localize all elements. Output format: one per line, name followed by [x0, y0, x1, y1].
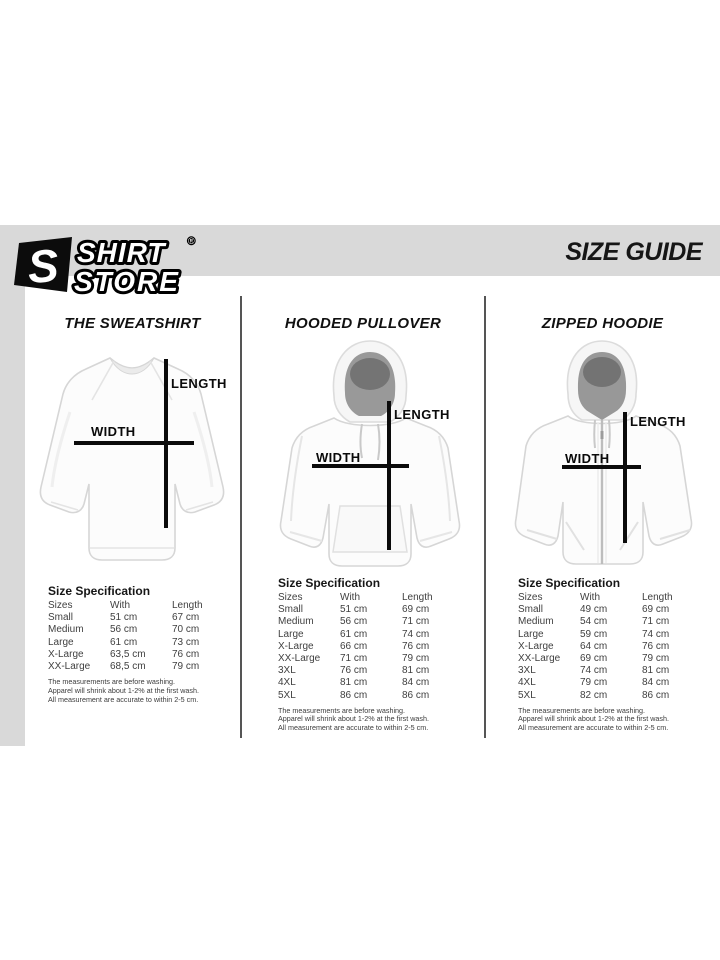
shirt-store-logo-icon	[12, 234, 212, 298]
table-header-row	[278, 592, 473, 604]
table-row	[518, 653, 713, 665]
col-header-width: With	[340, 592, 360, 603]
column-title-zipped-hoodie: ZIPPED HOODIE	[541, 315, 664, 332]
table-row	[48, 612, 243, 624]
cell-size: X-Large	[518, 640, 554, 652]
shirt-store-logo	[12, 234, 212, 298]
cell-length: 71 cm	[642, 616, 670, 628]
cell-width: 54 cm	[580, 616, 608, 628]
cell-length: 76 cm	[172, 648, 200, 660]
table-row	[278, 641, 473, 653]
cell-width: 56 cm	[110, 624, 138, 636]
col-header-sizes: Sizes	[48, 600, 73, 611]
cell-width: 49 cm	[580, 604, 608, 616]
size-spec-table-hooded-pullover	[278, 576, 473, 733]
col-header-length: Length	[642, 592, 673, 603]
cell-size: X-Large	[48, 648, 84, 660]
logo-line1: SHIRT	[77, 237, 166, 268]
registered-mark-icon: ®	[188, 236, 195, 246]
size-spec-table-zipped-hoodie	[518, 576, 713, 733]
width-label: WIDTH	[565, 451, 610, 466]
cell-width: 68,5 cm	[110, 660, 146, 672]
cell-size: Large	[48, 636, 74, 648]
note-line: All measurement are accurate to within 2-5 cm.	[48, 694, 199, 704]
column-divider	[484, 296, 486, 738]
table-row	[48, 661, 243, 673]
table-row	[278, 677, 473, 689]
cell-length: 69 cm	[642, 604, 670, 616]
cell-size: XX-Large	[518, 652, 561, 664]
table-header-row	[518, 592, 713, 604]
cell-length: 79 cm	[172, 660, 200, 672]
cell-size: 4XL	[518, 677, 536, 689]
cell-width: 59 cm	[580, 628, 608, 640]
cell-width: 86 cm	[340, 689, 368, 701]
cell-width: 63,5 cm	[110, 648, 146, 660]
cell-length: 73 cm	[172, 636, 200, 648]
column-title-sweatshirt: THE SWEATSHIRT	[64, 315, 201, 332]
note-line: All measurement are accurate to within 2-5 cm.	[278, 723, 429, 733]
page-title: SIZE GUIDE	[565, 238, 702, 266]
cell-size: 5XL	[518, 689, 536, 701]
cell-length: 84 cm	[402, 677, 430, 689]
col-header-length: Length	[402, 592, 433, 603]
measurement-notes	[278, 707, 473, 733]
table-row	[278, 604, 473, 616]
table-row	[278, 690, 473, 702]
cell-size: Medium	[518, 616, 554, 628]
length-line	[623, 412, 627, 543]
cell-length: 79 cm	[402, 652, 430, 664]
note-line: Apparel will shrink about 1-2% at the first wash.	[48, 685, 200, 695]
note-line: The measurements are before washing.	[48, 677, 176, 687]
cell-width: 64 cm	[580, 640, 608, 652]
hooded-pullover-illustration	[272, 336, 470, 570]
table-row	[278, 629, 473, 641]
note-line: The measurements are before washing.	[278, 705, 406, 715]
col-header-width: With	[110, 600, 130, 611]
table-row	[518, 690, 713, 702]
spec-heading: Size Specification	[518, 576, 621, 590]
cell-length: 69 cm	[402, 604, 430, 616]
table-row	[518, 629, 713, 641]
table-row	[278, 653, 473, 665]
cell-width: 66 cm	[340, 640, 368, 652]
cell-length: 76 cm	[642, 640, 670, 652]
column-title-hooded-pullover: HOODED PULLOVER	[284, 315, 442, 332]
cell-width: 69 cm	[580, 652, 608, 664]
table-row	[518, 604, 713, 616]
cell-length: 71 cm	[402, 616, 430, 628]
note-line: Apparel will shrink about 1-2% at the first wash.	[518, 714, 670, 724]
table-header-row	[48, 600, 243, 612]
cell-size: Small	[48, 612, 74, 624]
cell-size: Medium	[48, 624, 84, 636]
cell-length: 81 cm	[402, 665, 430, 677]
length-label: LENGTH	[394, 407, 450, 422]
table-row	[518, 677, 713, 689]
cell-width: 74 cm	[580, 665, 608, 677]
table-row	[518, 641, 713, 653]
cell-width: 56 cm	[340, 616, 368, 628]
note-line: All measurement are accurate to within 2-5 cm.	[518, 723, 669, 733]
cell-width: 61 cm	[340, 628, 368, 640]
cell-width: 61 cm	[110, 636, 138, 648]
cell-width: 82 cm	[580, 689, 608, 701]
logo-s-glyph: S	[25, 238, 61, 294]
length-label: LENGTH	[171, 376, 227, 391]
length-label: LENGTH	[630, 414, 686, 429]
cell-length: 70 cm	[172, 624, 200, 636]
cell-size: 3XL	[278, 665, 296, 677]
table-row	[518, 665, 713, 677]
cell-size: Medium	[278, 616, 314, 628]
measurement-notes	[48, 678, 243, 704]
width-label: WIDTH	[316, 450, 361, 465]
cell-width: 76 cm	[340, 665, 368, 677]
note-line: The measurements are before washing.	[518, 705, 646, 715]
cell-length: 86 cm	[402, 689, 430, 701]
table-row	[278, 616, 473, 628]
cell-size: Large	[278, 628, 304, 640]
left-gray-strip	[0, 276, 25, 746]
cell-width: 51 cm	[110, 612, 138, 624]
cell-width: 79 cm	[580, 677, 608, 689]
width-line	[74, 441, 194, 445]
cell-width: 81 cm	[340, 677, 368, 689]
size-spec-table-sweatshirt	[48, 584, 243, 705]
cell-size: 5XL	[278, 689, 296, 701]
col-header-length: Length	[172, 600, 203, 611]
cell-size: XX-Large	[278, 652, 321, 664]
hood-shadow	[583, 357, 621, 387]
table-row	[48, 649, 243, 661]
cell-length: 67 cm	[172, 612, 200, 624]
cell-size: Small	[518, 604, 544, 616]
cell-size: Large	[518, 628, 544, 640]
cell-width: 51 cm	[340, 604, 368, 616]
length-line	[387, 401, 391, 550]
cell-size: Small	[278, 604, 304, 616]
table-row	[48, 637, 243, 649]
cell-length: 86 cm	[642, 689, 670, 701]
cell-width: 71 cm	[340, 652, 368, 664]
cell-length: 79 cm	[642, 652, 670, 664]
measurement-notes	[518, 707, 713, 733]
cell-size: 4XL	[278, 677, 296, 689]
note-line: Apparel will shrink about 1-2% at the first wash.	[278, 714, 430, 724]
col-header-width: With	[580, 592, 600, 603]
cell-length: 84 cm	[642, 677, 670, 689]
zipped-hoodie-illustration	[510, 336, 710, 570]
cell-size: X-Large	[278, 640, 314, 652]
cell-length: 74 cm	[642, 628, 670, 640]
spec-heading: Size Specification	[48, 584, 151, 598]
col-header-sizes: Sizes	[518, 592, 543, 603]
logo-line2: STORE	[74, 266, 180, 297]
width-label: WIDTH	[91, 424, 136, 439]
spec-heading: Size Specification	[278, 576, 381, 590]
cell-size: XX-Large	[48, 660, 91, 672]
cell-length: 76 cm	[402, 640, 430, 652]
cell-size: 3XL	[518, 665, 536, 677]
table-row	[48, 624, 243, 636]
cell-length: 81 cm	[642, 665, 670, 677]
kangaroo-pocket	[333, 506, 407, 552]
col-header-sizes: Sizes	[278, 592, 303, 603]
table-row	[278, 665, 473, 677]
cell-length: 74 cm	[402, 628, 430, 640]
hood-shadow	[350, 358, 390, 390]
table-row	[518, 616, 713, 628]
